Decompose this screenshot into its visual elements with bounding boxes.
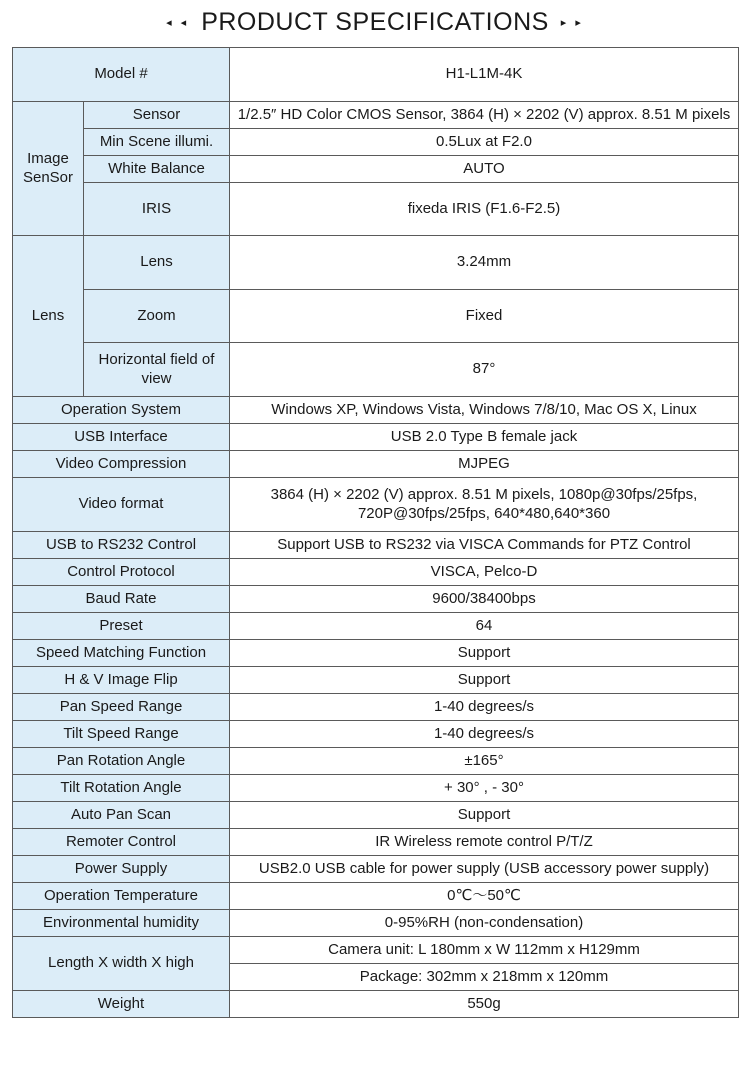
- spec-label: Zoom: [84, 290, 230, 343]
- spec-value: Fixed: [230, 290, 739, 343]
- spec-value: 64: [230, 613, 739, 640]
- spec-table: [12, 47, 739, 1018]
- spec-value: 0-95%RH (non-condensation): [230, 910, 739, 937]
- spec-label: Remoter Control: [13, 829, 230, 856]
- spec-label: Preset: [13, 613, 230, 640]
- spec-label: Weight: [13, 991, 230, 1018]
- spec-label: Speed Matching Function: [13, 640, 230, 667]
- spec-label: Control Protocol: [13, 559, 230, 586]
- spec-value: MJPEG: [230, 451, 739, 478]
- spec-label: USB to RS232 Control: [13, 532, 230, 559]
- spec-label: Baud Rate: [13, 586, 230, 613]
- table-row: [13, 802, 739, 829]
- spec-value: Support USB to RS232 via VISCA Commands for PTZ Control: [230, 532, 739, 559]
- spec-value: 550g: [230, 991, 739, 1018]
- table-row: [13, 910, 739, 937]
- spec-label: Length X width X high: [13, 937, 230, 991]
- spec-value: USB2.0 USB cable for power supply (USB accessory power supply): [230, 856, 739, 883]
- spec-value: 1/2.5″ HD Color CMOS Sensor, 3864 (H) × 2202 (V) approx. 8.51 M pixels: [230, 102, 739, 129]
- group-label-image-sensor: Image SenSor: [13, 102, 84, 236]
- page-header: [0, 0, 750, 44]
- spec-value: ±165°: [230, 748, 739, 775]
- spec-value: fixeda IRIS (F1.6-F2.5): [230, 183, 739, 236]
- table-row-iris: [13, 183, 739, 236]
- table-row: [13, 829, 739, 856]
- spec-value: 3.24mm: [230, 236, 739, 290]
- table-row-zoom: [13, 290, 739, 343]
- table-row-dimensions: [13, 937, 739, 964]
- spec-value: 1-40 degrees/s: [230, 721, 739, 748]
- table-row: [13, 667, 739, 694]
- spec-label: Power Supply: [13, 856, 230, 883]
- table-row-model: [13, 48, 739, 102]
- spec-label: Tilt Speed Range: [13, 721, 230, 748]
- spec-value: Support: [230, 640, 739, 667]
- left-arrows-icon: ◂ ◂: [166, 16, 190, 29]
- spec-label: White Balance: [84, 156, 230, 183]
- spec-value: AUTO: [230, 156, 739, 183]
- spec-value: 1-40 degrees/s: [230, 694, 739, 721]
- table-row: [13, 397, 739, 424]
- spec-label: IRIS: [84, 183, 230, 236]
- spec-value: H1-L1M-4K: [230, 48, 739, 102]
- table-row: [13, 883, 739, 910]
- spec-value: Windows XP, Windows Vista, Windows 7/8/10, Mac OS X, Linux: [230, 397, 739, 424]
- spec-label: Pan Rotation Angle: [13, 748, 230, 775]
- spec-label: Horizontal field of view: [84, 343, 230, 397]
- table-row-min-scene: [13, 129, 739, 156]
- table-row: [13, 424, 739, 451]
- table-row: [13, 748, 739, 775]
- spec-label: Model #: [13, 48, 230, 102]
- table-row: [13, 559, 739, 586]
- table-row: [13, 586, 739, 613]
- table-row: [13, 640, 739, 667]
- table-row-white-balance: [13, 156, 739, 183]
- table-row: [13, 478, 739, 532]
- spec-value: 3864 (H) × 2202 (V) approx. 8.51 M pixels, 1080p@30fps/25fps, 720P@30fps/25fps, 640*480,640*360: [230, 478, 739, 532]
- spec-value-package: Package: 302mm x 218mm x 120mm: [230, 964, 739, 991]
- table-row-field-of-view: [13, 343, 739, 397]
- spec-value: Support: [230, 802, 739, 829]
- spec-label: Min Scene illumi.: [84, 129, 230, 156]
- spec-label: Operation Temperature: [13, 883, 230, 910]
- table-row: [13, 856, 739, 883]
- group-label-lens: Lens: [13, 236, 84, 397]
- table-row: [13, 721, 739, 748]
- spec-value: IR Wireless remote control P/T/Z: [230, 829, 739, 856]
- table-row: [13, 613, 739, 640]
- spec-value: 87°: [230, 343, 739, 397]
- spec-label: Lens: [84, 236, 230, 290]
- page-title: PRODUCT SPECIFICATIONS: [201, 7, 549, 36]
- spec-label: Auto Pan Scan: [13, 802, 230, 829]
- table-row-sensor: [13, 102, 739, 129]
- spec-label: USB Interface: [13, 424, 230, 451]
- spec-label: Video format: [13, 478, 230, 532]
- spec-label: Video Compression: [13, 451, 230, 478]
- table-row: [13, 451, 739, 478]
- right-arrows-icon: ▸ ▸: [560, 16, 584, 29]
- spec-value: Support: [230, 667, 739, 694]
- spec-value: 0℃～50℃: [230, 883, 739, 910]
- spec-value: 0.5Lux at F2.0: [230, 129, 739, 156]
- table-row-weight: [13, 991, 739, 1018]
- table-row: [13, 532, 739, 559]
- spec-label: Tilt Rotation Angle: [13, 775, 230, 802]
- spec-value: USB 2.0 Type B female jack: [230, 424, 739, 451]
- spec-label: Pan Speed Range: [13, 694, 230, 721]
- spec-value: VISCA, Pelco-D: [230, 559, 739, 586]
- table-row: [13, 694, 739, 721]
- spec-label: Operation System: [13, 397, 230, 424]
- spec-value: 9600/38400bps: [230, 586, 739, 613]
- spec-label: Sensor: [84, 102, 230, 129]
- table-row-lens: [13, 236, 739, 290]
- table-row: [13, 775, 739, 802]
- spec-value: + 30° , - 30°: [230, 775, 739, 802]
- spec-value-camera-unit: Camera unit: L 180mm x W 112mm x H129mm: [230, 937, 739, 964]
- spec-label: Environmental humidity: [13, 910, 230, 937]
- spec-label: H & V Image Flip: [13, 667, 230, 694]
